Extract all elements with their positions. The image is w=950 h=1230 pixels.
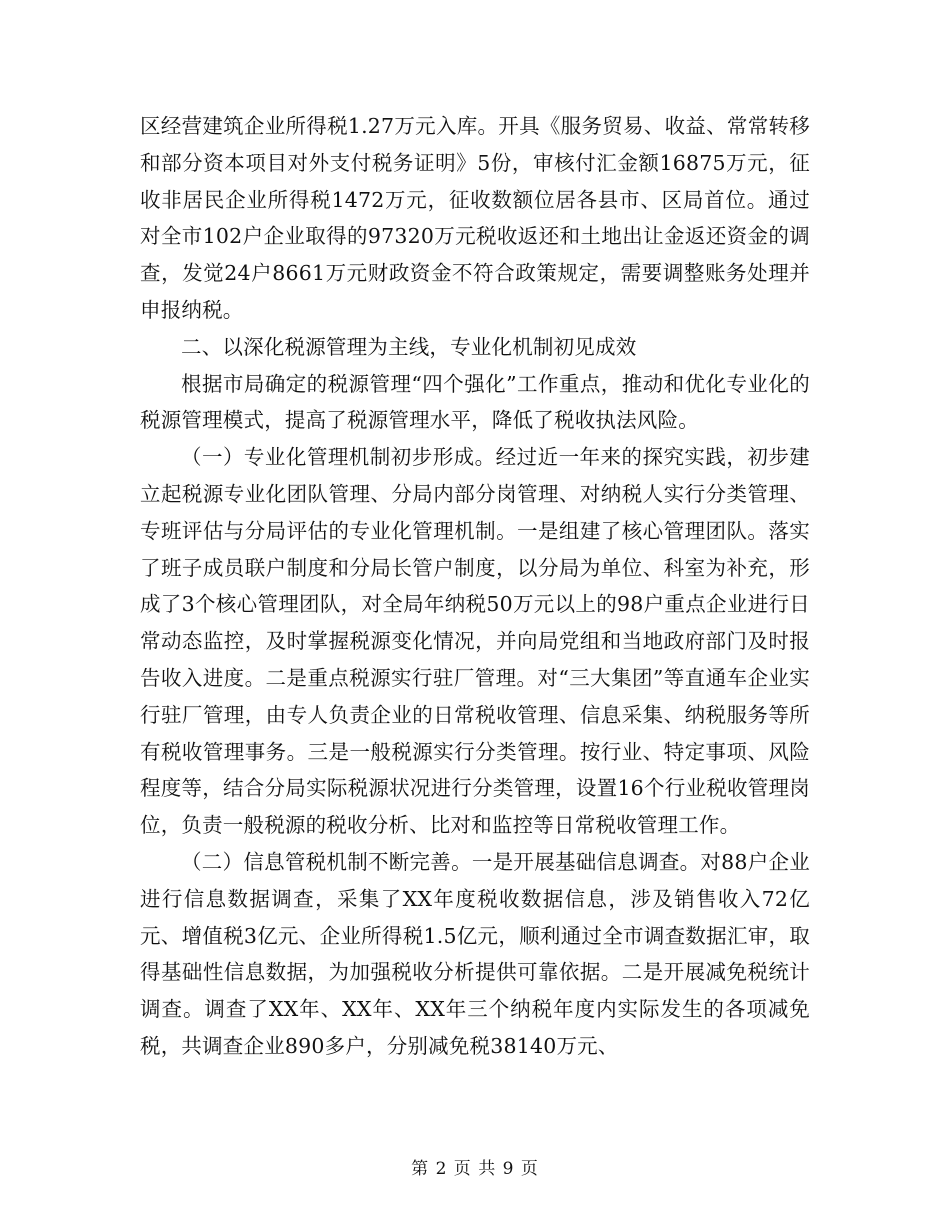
paragraph-tax-collection: 区经营建筑企业所得税1.27万元入库。开具《服务贸易、收益、常常转移和部分资本项目对外支付税务证明》5份，审核付汇金额16875万元，征收非居民企业所得税1472万元，征收数额位居各县市、区局首位。通过对全市102户企业取得的97320万元税收返还和土地出让金返还资金的调查，发觉24户8661万元财政资金不符合政策规定，需要调整账务处理并申报纳税。 [140,114,810,322]
section-heading-tax-source-management: 二、以深化税源管理为主线，专业化机制初见成效 [181,334,637,359]
paragraph-professional-mechanism: （一）专业化管理机制初步形成。经过近一年来的探究实践，初步建立起税源专业化团队管理、分局内部分岗管理、对纳税人实行分类管理、专班评估与分局评估的专业化管理机制。一是组建了核心管理团队。落实了班子成员联户制度和分局长管户制度，以分局为单位、科室为补充，形成了3个核心管理团队，对全局年纳税50万元以上的98户重点企业进行日常动态监控，及时掌握税源变化情况，并向局党组和当地政府部门及时报告收入进度。二是重点税源实行驻厂管理。对“三大集团”等直通车企业实行驻厂管理，由专人负责企业的日常税收管理、信息采集、纳税服务等所有税收管理事务。三是一般税源实行分类管理。按行业、特定事项、风险程度等，结合分局实际税源状况进行分类管理，设置16个行业税收管理岗位，负责一般税源的税收分析、比对和监控等日常税收管理工作。 [140,445,810,838]
page-number-footer: 第 2 页 共 9 页 [411,1159,539,1179]
paragraph-information-mechanism: （二）信息管税机制不断完善。一是开展基础信息调查。对88户企业进行信息数据调查，采集了XX年度税收数据信息，涉及销售收入72亿元、增值税3亿元、企业所得税1.5亿元，顺利通过全市调查数据汇审，取得基础性信息数据，为加强税收分析提供可靠依据。二是开展减免税统计调查。调查了XX年、XX年、XX年三个纳税年度内实际发生的各项减免税，共调查企业890多户，分别减免税38140万元、 [140,849,810,1058]
paragraph-intro-tax-source: 根据市局确定的税源管理“四个强化”工作重点，推动和优化专业化的税源管理模式，提高了税源管理水平，降低了税收执法风险。 [140,371,810,433]
document-body [140,108,810,1065]
